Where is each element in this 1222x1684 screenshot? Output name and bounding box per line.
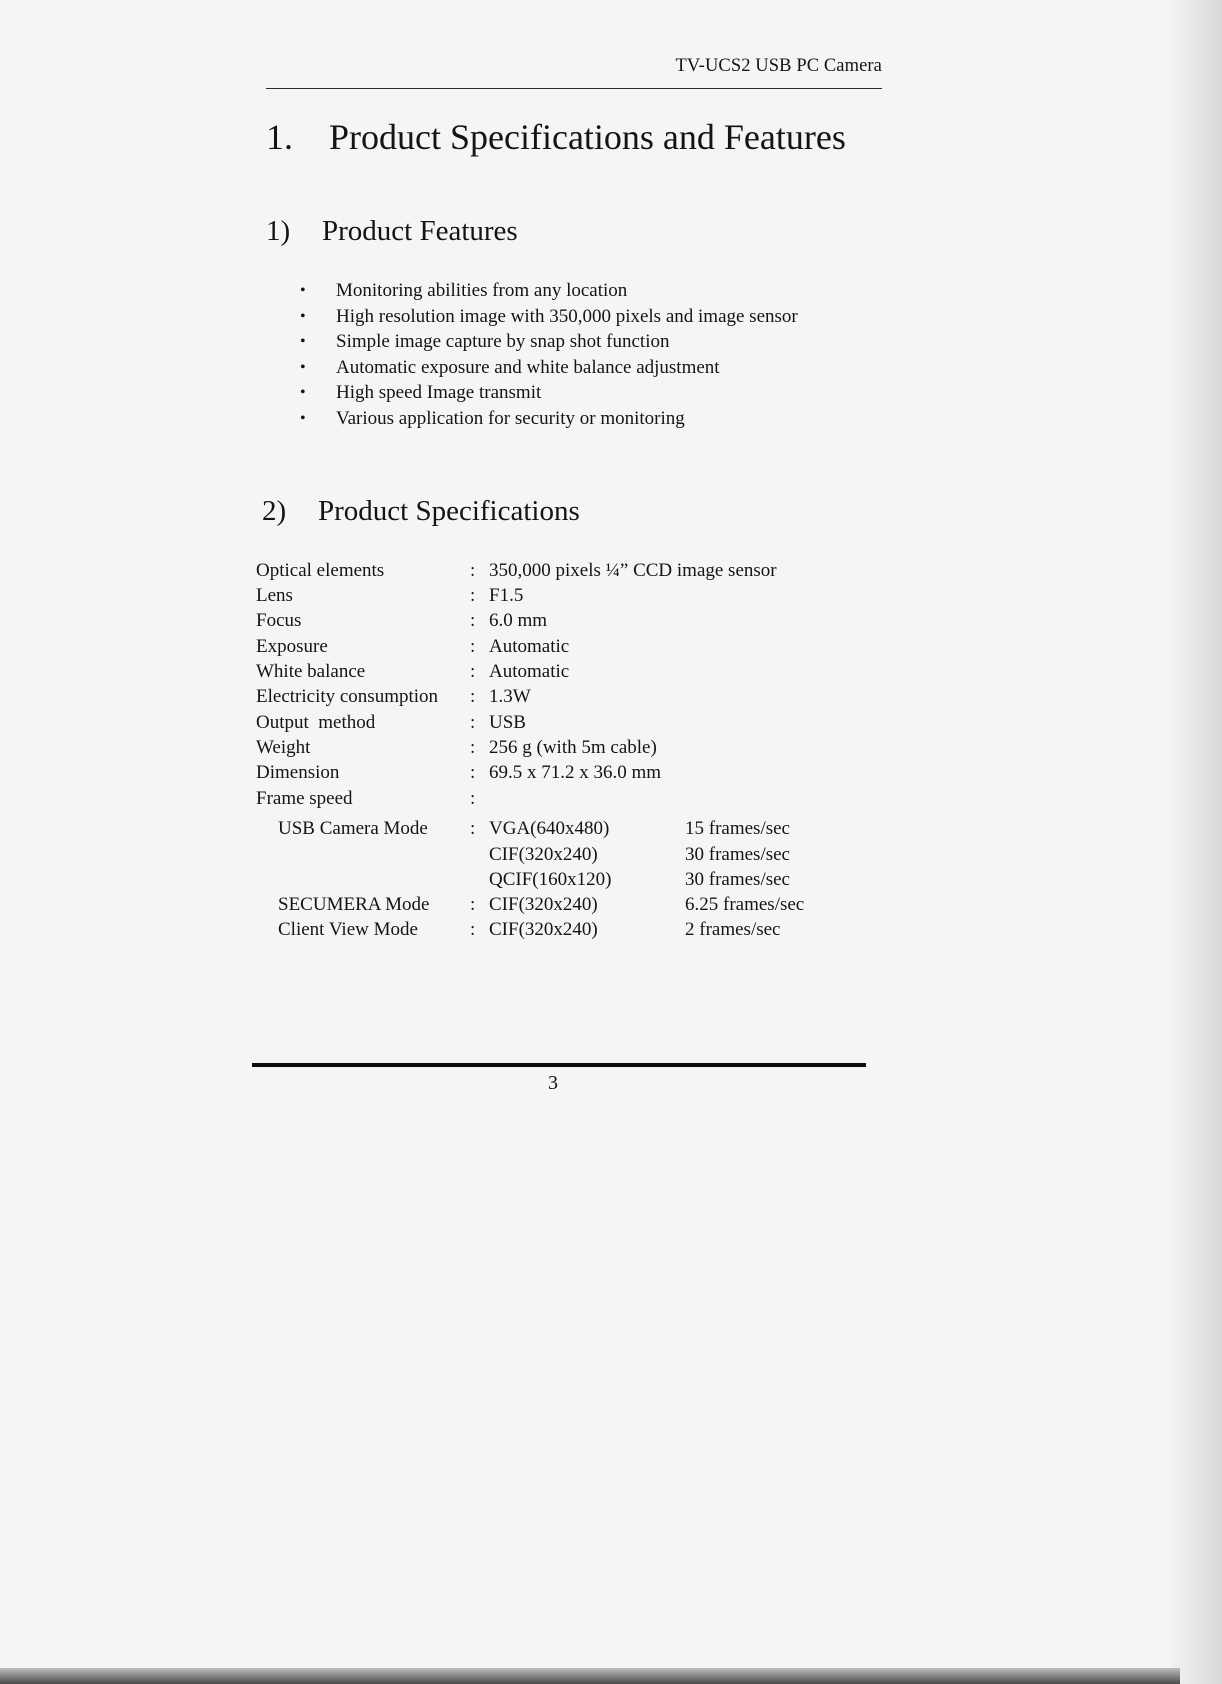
spec-separator: :: [470, 636, 476, 657]
spec-value: 69.5 x 71.2 x 36.0 mm: [489, 762, 662, 783]
specs-number: 2): [262, 495, 287, 527]
spec-label: Focus: [256, 610, 302, 631]
frame-format: CIF(320x240): [489, 919, 598, 940]
feature-item: • Simple image capture by snap shot function: [300, 329, 798, 355]
frame-rate: 30 frames/sec: [685, 844, 790, 865]
frame-rate: 15 frames/sec: [685, 818, 790, 839]
feature-list: [300, 278, 798, 432]
features-title: Product Features: [322, 215, 518, 247]
spec-value: 6.0 mm: [489, 610, 548, 631]
footer-rule: [252, 1063, 866, 1067]
feature-item: • Monitoring abilities from any location: [300, 278, 798, 304]
bullet-icon: •: [300, 384, 306, 402]
bullet-icon: •: [300, 358, 306, 376]
page-number: 3: [548, 1072, 558, 1094]
frame-rate: 30 frames/sec: [685, 869, 790, 890]
spec-separator: :: [470, 894, 476, 915]
spec-separator: :: [470, 737, 476, 758]
frame-format: CIF(320x240): [489, 894, 598, 915]
spec-label: Frame speed: [256, 788, 353, 809]
spec-separator: :: [470, 661, 476, 682]
feature-item: • High resolution image with 350,000 pixels and image sensor: [300, 304, 798, 330]
spec-separator: :: [470, 919, 476, 940]
frame-format: VGA(640x480): [489, 818, 610, 839]
feature-item: • High speed Image transmit: [300, 380, 798, 406]
bullet-icon: •: [300, 282, 306, 299]
scan-bottom-edge: [0, 1668, 1180, 1684]
spec-value: 1.3W: [489, 686, 531, 707]
bullet-icon: •: [300, 333, 306, 351]
frame-rate: 6.25 frames/sec: [685, 894, 805, 915]
running-header: TV-UCS2 USB PC Camera: [675, 56, 882, 76]
section-title: Product Specifications and Features: [329, 117, 846, 157]
spec-label: Electricity consumption: [256, 686, 439, 707]
spec-label: Output method: [256, 712, 376, 733]
spec-separator: :: [470, 610, 476, 631]
spec-separator: :: [470, 560, 476, 581]
section-heading: [266, 116, 846, 158]
spec-value: Automatic: [489, 661, 570, 682]
spec-label: Exposure: [256, 636, 328, 657]
specs-title: Product Specifications: [318, 495, 580, 527]
bullet-icon: •: [300, 307, 306, 325]
feature-item: • Various application for security or monitoring: [300, 406, 798, 432]
spec-label: Optical elements: [256, 560, 385, 581]
spec-value: Automatic: [489, 636, 570, 657]
spec-value: 256 g (with 5m cable): [489, 737, 657, 758]
spec-label: Lens: [256, 585, 293, 606]
frame-format: CIF(320x240): [489, 844, 598, 865]
spec-value: F1.5: [489, 585, 524, 606]
spec-separator: :: [470, 686, 476, 707]
spec-value: USB: [489, 712, 526, 733]
spec-label: White balance: [256, 661, 366, 682]
frame-mode-label: SECUMERA Mode: [278, 894, 430, 915]
spec-label: Weight: [256, 737, 311, 758]
spec-separator: :: [470, 585, 476, 606]
spec-label: Dimension: [256, 762, 340, 783]
header-rule: [266, 88, 882, 89]
spec-value: 350,000 pixels ¼” CCD image sensor: [489, 560, 777, 581]
section-number: 1.: [266, 117, 293, 157]
frame-mode-label: USB Camera Mode: [278, 818, 428, 839]
specs-heading: [262, 495, 580, 528]
spec-separator: :: [470, 818, 476, 839]
spec-separator: :: [470, 788, 476, 809]
bullet-icon: •: [300, 409, 306, 427]
frame-format: QCIF(160x120): [489, 869, 612, 890]
frame-rate: 2 frames/sec: [685, 919, 781, 940]
scan-edge-shadow: [1170, 0, 1222, 1684]
feature-item: • Automatic exposure and white balance adjustment: [300, 355, 798, 381]
frame-mode-label: Client View Mode: [278, 919, 418, 940]
features-heading: [266, 215, 518, 248]
spec-separator: :: [470, 762, 476, 783]
features-number: 1): [266, 215, 291, 247]
spec-separator: :: [470, 712, 476, 733]
